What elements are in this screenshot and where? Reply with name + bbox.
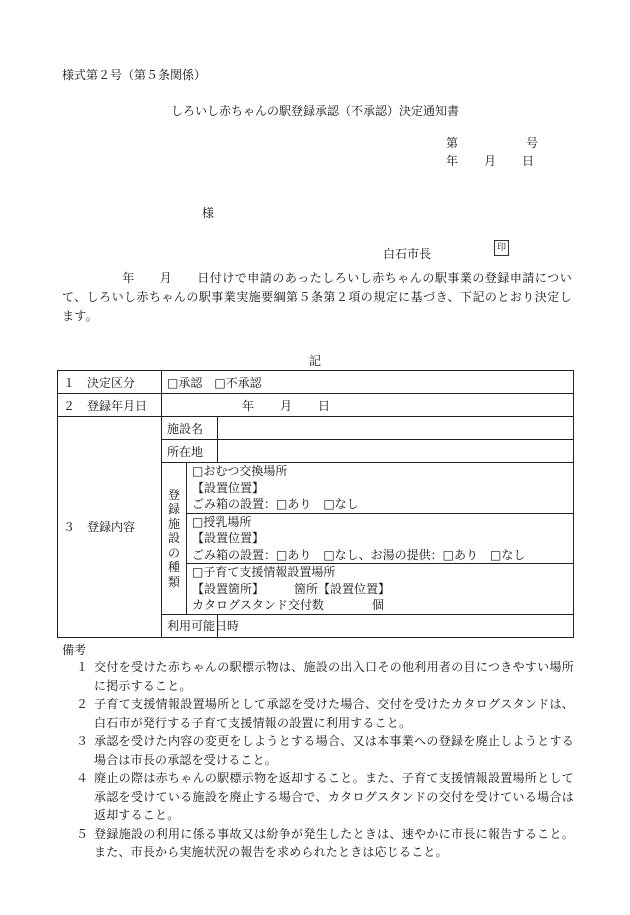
registration-table: [57, 370, 574, 638]
location-label: 所在地: [162, 440, 218, 463]
document-number-line: [446, 134, 538, 151]
note-item: ３ 承認を受けた内容の変更をしようとする場合、又は本事業への登録を廃止しようとする場合は市長の承認を受けること。: [76, 734, 574, 767]
date-day: 日: [522, 154, 535, 168]
note-item: １ 交付を受けた赤ちゃんの駅標示物は、施設の出入口その他利用者の目につきやすい場所に掲示すること。: [76, 660, 574, 693]
notes-list: [62, 658, 574, 862]
childcare-info-area: □子育て支援情報設置場所 【設置箇所】 箇所【設置位置】 カタログスタンド交付数 個: [187, 564, 574, 615]
ki-heading: 記: [308, 354, 321, 368]
table-row-facility-name: ３ 登録内容 施設名: [58, 417, 574, 440]
facility-name-field: [218, 417, 574, 440]
issue-date-line: [446, 152, 534, 169]
date-month: 月: [484, 154, 497, 168]
note-item: ２ 子育て支援情報設置場所として承認を受けた場合、交付を受けたカタログスタンドは、白石市が発行する子育て支援情報の設置に利用すること。: [76, 697, 574, 730]
registration-date-value: 年 月 日: [162, 394, 574, 417]
form-number: 様式第２号（第５条関係）: [62, 68, 207, 82]
date-year: 年: [446, 154, 459, 168]
registration-date-label: 登録年月日: [87, 398, 148, 413]
available-time-label: 利用可能日時: [162, 614, 218, 637]
table-row-registration-date: ２ 登録年月日 年 月 日: [58, 394, 574, 417]
number-go: 号: [526, 136, 539, 150]
note-item: ５ 登録施設の利用に係る事故又は紛争が発生したときは、速やかに市長に報告すること。また、市長から実施状況の報告を求められたときは応じること。: [76, 826, 574, 859]
document-title: しろいし赤ちゃんの駅登録承認（不承認）決定通知書: [170, 104, 459, 118]
body-text: 年 月 日付けで申請のあったしろいし赤ちゃんの駅事業の登録申請について、しろいし赤ちゃんの駅事業実施要綱第５条第２項の規定に基づき、下記のとおり決定します。: [62, 271, 572, 323]
available-time-field: [218, 614, 574, 637]
facility-name-label: 施設名: [162, 417, 218, 440]
issuer: 白石市長: [383, 247, 432, 261]
notes-title: 備考: [62, 643, 87, 657]
decision-label: 決定区分: [87, 375, 136, 390]
decision-options: □承認 □不承認: [162, 371, 574, 394]
seal-icon: 印: [494, 240, 509, 256]
nursing-area: □授乳場所 【設置位置】 ごみ箱の設置：□あり □なし、お湯の提供：□あり □なし: [187, 513, 574, 564]
note-item: ４ 廃止の際は赤ちゃんの駅標示物を返却すること。また、子育て支援情報設置場所として承認を受けている施設を廃止する場合で、カタログスタンドの交付を受けている場合は返却すること。: [76, 771, 574, 822]
addressee: 様: [202, 206, 215, 220]
table-row-decision: １ 決定区分 □承認 □不承認: [58, 371, 574, 394]
number-dai: 第: [446, 136, 459, 150]
facility-type-label: 登 録 施 設 の 種 類: [162, 463, 187, 615]
diaper-changing-area: □おむつ交換場所 【設置位置】 ごみ箱の設置：□あり □なし: [187, 463, 574, 514]
content-label: 登録内容: [87, 520, 136, 535]
location-field: [218, 440, 574, 463]
